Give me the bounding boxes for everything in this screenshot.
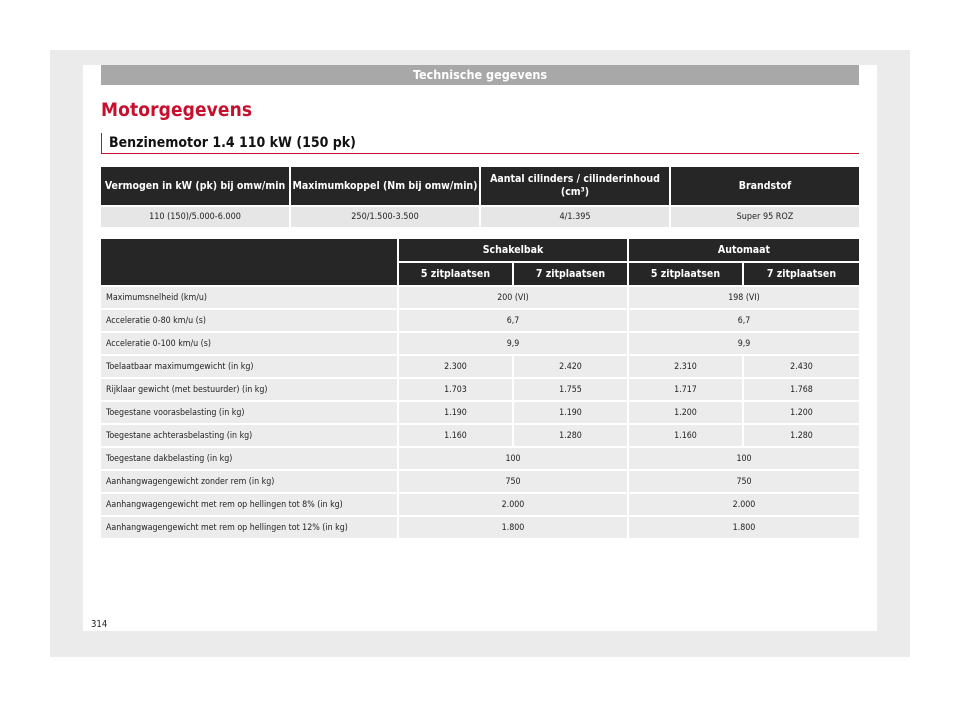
value-cell: 1.190 xyxy=(514,402,629,425)
engine-header-torque: Maximumkoppel (Nm bij omw/min) xyxy=(291,167,481,205)
value-cell: 2.430 xyxy=(744,356,859,379)
page-number: 314 xyxy=(91,619,108,630)
value-cell: 1.703 xyxy=(399,379,514,402)
value-cell-automaat: 1.800 xyxy=(629,517,859,540)
table-row xyxy=(101,494,859,517)
value-cell: 1.200 xyxy=(629,402,744,425)
engine-header-fuel: Brandstof xyxy=(671,167,859,205)
value-cell-schakelbak: 9,9 xyxy=(399,333,629,356)
table-row xyxy=(101,333,859,356)
value-cell: 1.160 xyxy=(629,425,744,448)
engine-cell-torque: 250/1.500-3.500 xyxy=(291,205,481,227)
spec-header-schakelbak: Schakelbak xyxy=(399,239,629,263)
row-label: Aanhangwagengewicht met rem op hellingen tot 12% (in kg) xyxy=(101,517,399,540)
spec-subheader: 5 zitplaatsen xyxy=(399,263,514,287)
row-label: Toegestane achterasbelasting (in kg) xyxy=(101,425,399,448)
value-cell: 1.200 xyxy=(744,402,859,425)
value-cell-schakelbak: 2.000 xyxy=(399,494,629,517)
section-title: Motorgegevens xyxy=(101,99,253,121)
table-row xyxy=(101,448,859,471)
engine-cell-power: 110 (150)/5.000-6.000 xyxy=(101,205,291,227)
value-cell: 1.768 xyxy=(744,379,859,402)
table-row xyxy=(101,425,859,448)
table-row xyxy=(101,287,859,310)
value-cell: 1.280 xyxy=(514,425,629,448)
value-cell-automaat: 9,9 xyxy=(629,333,859,356)
spec-header-automaat: Automaat xyxy=(629,239,859,263)
value-cell-schakelbak: 200 (VI) xyxy=(399,287,629,310)
value-cell: 2.310 xyxy=(629,356,744,379)
value-cell-automaat: 750 xyxy=(629,471,859,494)
value-cell: 1.280 xyxy=(744,425,859,448)
value-cell: 1.717 xyxy=(629,379,744,402)
spec-header-blank xyxy=(101,239,399,287)
table-row xyxy=(101,402,859,425)
value-cell: 1.160 xyxy=(399,425,514,448)
value-cell: 2.420 xyxy=(514,356,629,379)
row-label: Acceleratie 0-80 km/u (s) xyxy=(101,310,399,333)
row-label: Aanhangwagengewicht zonder rem (in kg) xyxy=(101,471,399,494)
performance-table xyxy=(101,239,859,540)
value-cell-schakelbak: 1.800 xyxy=(399,517,629,540)
row-label: Aanhangwagengewicht met rem op hellingen tot 8% (in kg) xyxy=(101,494,399,517)
value-cell-automaat: 2.000 xyxy=(629,494,859,517)
table-row xyxy=(101,356,859,379)
engine-cell-fuel: Super 95 ROZ xyxy=(671,205,859,227)
value-cell-automaat: 6,7 xyxy=(629,310,859,333)
value-cell-schakelbak: 6,7 xyxy=(399,310,629,333)
table-row xyxy=(101,517,859,540)
table-row xyxy=(101,379,859,402)
value-cell-schakelbak: 750 xyxy=(399,471,629,494)
row-label: Maximumsnelheid (km/u) xyxy=(101,287,399,310)
engine-header-cylinders: Aantal cilinders / cilinderinhoud (cm³) xyxy=(481,167,671,205)
spec-subheader: 7 zitplaatsen xyxy=(514,263,629,287)
spec-subheader: 7 zitplaatsen xyxy=(744,263,859,287)
subsection-heading xyxy=(101,133,859,154)
table-row xyxy=(101,205,859,227)
value-cell: 1.755 xyxy=(514,379,629,402)
engine-header-power: Vermogen in kW (pk) bij omw/min xyxy=(101,167,291,205)
subsection-title: Benzinemotor 1.4 110 kW (150 pk) xyxy=(109,135,356,151)
engine-table xyxy=(101,167,859,227)
spec-subheader: 5 zitplaatsen xyxy=(629,263,744,287)
row-label: Toegestane voorasbelasting (in kg) xyxy=(101,402,399,425)
table-row xyxy=(101,310,859,333)
table-row xyxy=(101,471,859,494)
row-label: Acceleratie 0-100 km/u (s) xyxy=(101,333,399,356)
chapter-header: Technische gegevens xyxy=(101,65,859,85)
value-cell-automaat: 100 xyxy=(629,448,859,471)
row-label: Rijklaar gewicht (met bestuurder) (in kg) xyxy=(101,379,399,402)
row-label: Toegestane dakbelasting (in kg) xyxy=(101,448,399,471)
row-label: Toelaatbaar maximumgewicht (in kg) xyxy=(101,356,399,379)
value-cell: 2.300 xyxy=(399,356,514,379)
engine-cell-cylinders: 4/1.395 xyxy=(481,205,671,227)
value-cell-automaat: 198 (VI) xyxy=(629,287,859,310)
value-cell-schakelbak: 100 xyxy=(399,448,629,471)
value-cell: 1.190 xyxy=(399,402,514,425)
